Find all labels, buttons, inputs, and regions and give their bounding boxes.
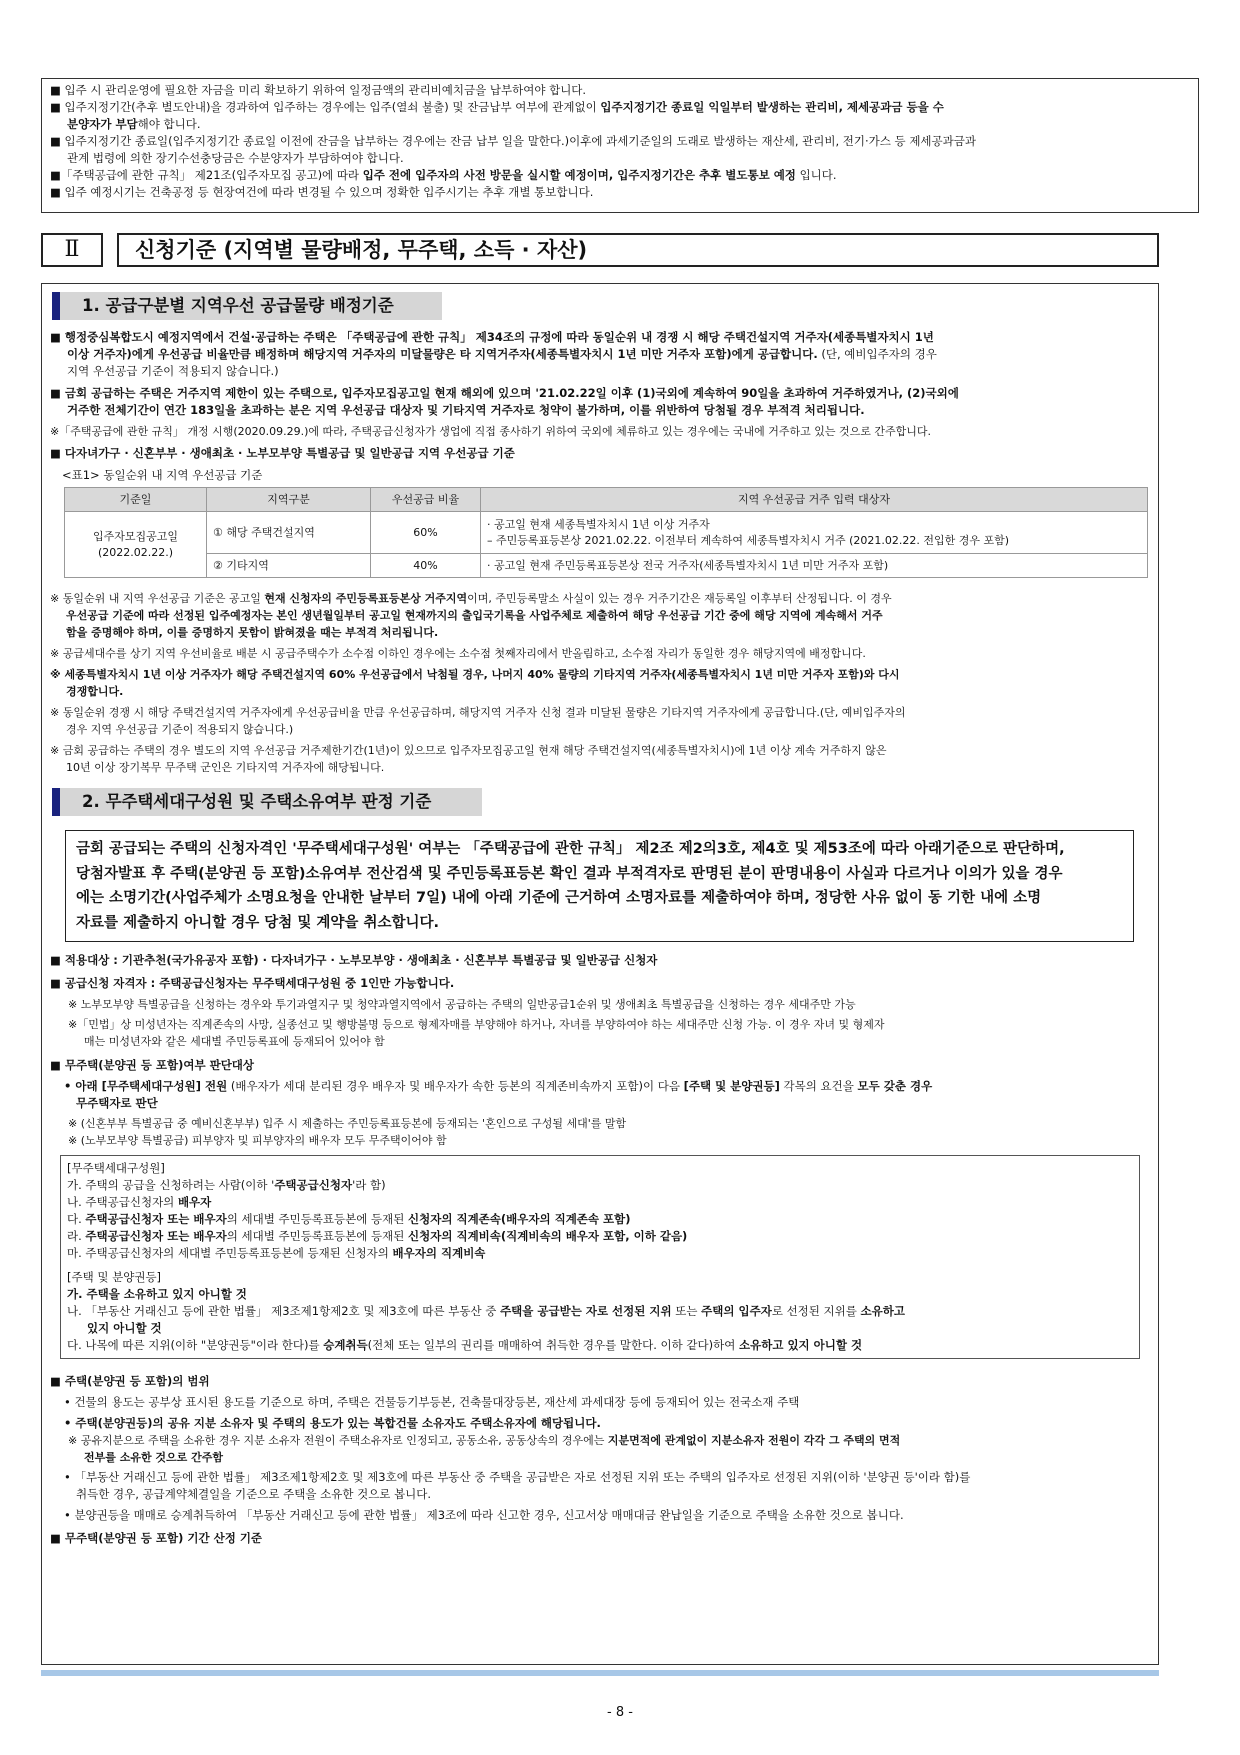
section-number: Ⅱ	[41, 233, 103, 267]
note-military: ※ 금회 공급하는 주택의 경우 별도의 지역 우선공급 거주제한기간(1년)이 있으므로 입주자모집공고일 현재 해당 주택건설지역(세종특별자치시)에 1년 이상 계속 거주하지 않은 10년 이상 장기복무 무주택 군인은 기타지역 거주자에 해당됩니다.	[50, 744, 887, 774]
table-header: 지역 우선공급 거주 입력 대상자	[481, 488, 1148, 512]
definition-box: [무주택세대구성원] 가. 주택의 공급을 신청하려는 사람(이하 '주택공급신청자'라 함) 나. 주택공급신청자의 배우자 다. 주택공급신청자 또는 배우자의 세대별 주민등록표등본에 등재된 신청자의 직계존속(배우자의 직계존속 포함) 라. 주택공급신청자 또는 배우자의 세대별 주민등록표등본에 등재된 신청자의 직계비속(직계비속의 배우자 포함, 이하 같음) 마. 주택공급신청자의 세대별 주민등록표등본에 등재된 신청자의 배우자의 직계비속 [주택 및 분양권등] 가. 주택을 소유하고 있지 아니할 것 나. 「부동산 거래신고 등에 관한 법률」 제3조제1항제2호 및 제3호에 따른 부동산 중 주택을 공급받는 자로 선정된 지위 또는 주택의 입주자로 선정된 지위를 소유하고 있지 아니할 것 다. 나목에 따른 지위(이하 "분양권등"이라 한다)를 승계취득(전체 또는 일부의 권리를 매매하여 취득한 경우를 말한다. 이하 같다)하여 소유하고 있지 아니할 것	[60, 1155, 1140, 1359]
table-header: 우선공급 비율	[371, 488, 481, 512]
section-title: 신청기준 (지역별 물량배정, 무주택, 소득 · 자산)	[117, 233, 1159, 267]
rule-special-supply: ■ 다자녀가구 · 신혼부부 · 생애최초 · 노부모부양 특별공급 및 일반공급 지역 우선공급 기준	[50, 446, 515, 460]
notice-line: ■ 입주지정기간 종료일(입주지정기간 종료일 이전에 잔금을 납부하는 경우에는 잔금 납부 일을 말한다.)이후에 과세기준일의 도래로 발생하는 재산세, 관리비, 전기·가스 등 제세공과금과	[50, 134, 976, 148]
rule-overseas-residence: ■ 금회 공급하는 주택은 거주지역 제한이 있는 주택으로, 입주자모집공고일 현재 해외에 있으며 '21.02.22일 이후 (1)국외에 계속하여 90일을 초과하여 거주하였거나, (2)국외에 거주한 전체기간이 연간 183일을 초과하는 분은 지역 우선공급 대상자 및 기타지역 거주자로 청약이 불가하며, 이를 위반하여 당첨될 경우 부적격 처리됩니다.	[50, 386, 959, 417]
housing-range: ■ 주택(분양권 등 포함)의 범위	[50, 1374, 210, 1388]
region-priority-table	[64, 487, 1148, 578]
table-header: 기준일	[65, 488, 207, 512]
note-elderly: ※ (노부모부양 특별공급) 피부양자 및 피부양자의 배우자 모두 무주택이어야 함	[68, 1134, 447, 1147]
note-minor: ※「민법」상 미성년자는 직계존속의 사망, 실종선고 및 행방불명 등으로 형제자매를 부양해야 하거나, 자녀를 부양하여야 하는 세대주만 신청 가능. 이 경우 자녀 및 형제자 매는 미성년자와 같은 세대별 주민등록표에 등재되어 있어야 함	[68, 1018, 885, 1048]
range-item: • 분양권등을 매매로 승계취득하여 「부동산 거래신고 등에 관한 법률」 제3조에 따라 신고한 경우, 신고서상 매매대금 완납일을 기준으로 주택을 소유한 것으로 봅니다.	[64, 1508, 904, 1522]
page-number: - 8 -	[607, 1705, 633, 1720]
notice-line: 관계 법령에 의한 장기수선충당금은 수분양자가 부담하여야 합니다.	[67, 151, 404, 165]
apply-target: ■ 적용대상 : 기관추천(국가유공자 포함) · 다자녀가구 · 노부모부양 · 생애최초 · 신혼부부 특별공급 및 일반공급 신청자	[50, 953, 658, 967]
note-residence-basis: ※ 동일순위 내 지역 우선공급 기준은 공고일 현재 신청자의 주민등록표등본상 거주지역이며, 주민등록말소 사실이 있는 경우 거주기간은 재등록일 이후부터 산정됩니다. 이 경우 우선공급 기준에 따라 선정된 입주예정자는 본인 생년월일부터 공고일 현재까지의 출입국기록을 사업주체로 제출하여 해당 우선공급 기간 중에 해당 지역에 계속해서 거주 함을 증명해야 하며, 이를 증명하지 못함이 밝혀졌을 때는 부적격 처리됩니다.	[50, 592, 892, 639]
notice-line: ■ 입주 예정시기는 건축공정 등 현장여건에 따라 변경될 수 있으며 정확한 입주시기는 추후 개별 통보합니다.	[50, 185, 594, 199]
note-shortfall: ※ 동일순위 경쟁 시 해당 주택건설지역 거주자에게 우선공급비율 만큼 우선공급하며, 해당지역 거주자 신청 결과 미달된 물량은 기타지역 거주자에게 공급합니다.(단, 예비입주자의 경우 지역 우선공급 기준이 적용되지 않습니다.)	[50, 706, 906, 736]
notice-box	[41, 78, 1199, 213]
table-cell: ① 해당 주택건설지역	[207, 512, 371, 554]
table-cell: ② 기타지역	[207, 554, 371, 578]
judgement-rule: • 아래 [무주택세대구성원] 전원 (배우자가 세대 분리된 경우 배우자 및 배우자가 속한 등본의 직계존비속까지 포함)이 다음 [주택 및 분양권등] 각목의 요건을 모두 갖춘 경우 무주택자로 판단	[64, 1079, 933, 1110]
table-cell: 40%	[371, 554, 481, 578]
note-householder: ※ 노부모부양 특별공급을 신청하는 경우와 투기과열지구 및 청약과열지역에서 공급하는 주택의 일반공급1순위 및 생애최초 특별공급을 신청하는 경우 세대주만 가능	[68, 998, 856, 1011]
table-header: 지역구분	[207, 488, 371, 512]
table-cell: 60%	[371, 512, 481, 554]
main-content	[41, 283, 1159, 1665]
table-cell-date: 입주자모집공고일 (2022.02.22.)	[65, 512, 207, 578]
note-overseas: ※「주택공급에 관한 규칙」 개정 시행(2020.09.29.)에 따라, 주택공급신청자가 생업에 직접 종사하기 위하여 국외에 체류하고 있는 경우에는 국내에 거주하고 있는 것으로 간주합니다.	[50, 425, 932, 438]
note-recompete: ※ 세종특별자치시 1년 이상 거주자가 해당 주택건설지역 60% 우선공급에서 낙첨될 경우, 나머지 40% 물량의 기타지역 거주자(세종특별자치시 1년 미만 거주자 포함)와 다시 경쟁합니다.	[50, 668, 900, 698]
qualified-applicant: ■ 공급신청 자격자 : 주택공급신청자는 무주택세대구성원 중 1인만 가능합니다.	[50, 976, 455, 990]
range-item: • 건물의 용도는 공부상 표시된 용도를 기준으로 하며, 주택은 건물등기부등본, 건축물대장등본, 재산세 과세대장 등에 등재되어 있는 전국소재 주택	[64, 1395, 800, 1409]
subsection-title-1: 1. 공급구분별 지역우선 공급물량 배정기준	[52, 292, 442, 320]
note-newlywed: ※ (신혼부부 특별공급 중 예비신혼부부) 입주 시 제출하는 주민등록표등본에 등재되는 '혼인으로 구성될 세대'를 말함	[68, 1117, 627, 1130]
rule-region-priority: ■ 행정중심복합도시 예정지역에서 건설·공급하는 주택은 「주택공급에 관한 규칙」 제34조의 규정에 따라 동일순위 내 경쟁 시 해당 주택건설지역 거주자(세종특별자치시 1년 이상 거주자)에게 우선공급 비율만큼 배정하며 해당지역 거주자의 미달물량은 타 지역거주자(세종특별자치시 1년 미만 거주자 포함)에게 공급합니다. (단, 예비입주자의 경우 지역 우선공급 기준이 적용되지 않습니다.)	[50, 330, 937, 378]
table-cell: · 공고일 현재 세종특별자치시 1년 이상 거주자 – 주민등록표등본상 2021.02.22. 이전부터 계속하여 세종특별자치시 거주 (2021.02.22. 전입한 경우 포함)	[481, 512, 1148, 554]
notice-line: 분양자가 부담해야 합니다.	[67, 117, 201, 131]
judgement-target: ■ 무주택(분양권 등 포함)여부 판단대상	[50, 1058, 255, 1072]
notice-line: ■「주택공급에 관한 규칙」 제21조(입주자모집 공고)에 따라 입주 전에 입주자의 사전 방문을 실시할 예정이며, 입주지정기간은 추후 별도통보 예정 입니다.	[50, 168, 837, 182]
section-header	[41, 233, 1159, 267]
subsection-title-2: 2. 무주택세대구성원 및 주택소유여부 판정 기준	[52, 788, 482, 816]
note-rounding: ※ 공급세대수를 상기 지역 우선비율로 배분 시 공급주택수가 소수점 이하인 경우에는 소수점 첫째자리에서 반올림하고, 소수점 자리가 동일한 경우 해당지역에 배정합니다.	[50, 647, 866, 660]
table-cell: · 공고일 현재 주민등록표등본상 전국 거주자(세종특별자치시 1년 미만 거주자 포함)	[481, 554, 1148, 578]
table-caption: <표1> 동일순위 내 지역 우선공급 기준	[62, 468, 263, 482]
range-item: • 주택(분양권등)의 공유 지분 소유자 및 주택의 용도가 있는 복합건물 소유자도 주택소유자에 해당됩니다.	[64, 1416, 601, 1430]
eligibility-warning-box: 금회 공급되는 주택의 신청자격인 '무주택세대구성원' 여부는 「주택공급에 관한 규칙」 제2조 제2의3호, 제4호 및 제53조에 따라 아래기준으로 판단하며, 당첨자발표 후 주택(분양권 등 포함)소유여부 전산검색 및 주민등록표등본 확인 결과 부적격자로 판명된 분이 판명내용이 사실과 다르거나 이의가 있을 경우 에는 소명기간(사업주체가 소명요청을 안내한 날부터 7일) 내에 아래 기준에 근거하여 소명자료를 제출하여야 하며, 정당한 사유 없이 동 기한 내에 소명 자료를 제출하지 아니할 경우 당첨 및 계약을 취소합니다.	[65, 830, 1134, 942]
notice-line: ■ 입주지정기간(추후 별도안내)을 경과하여 입주하는 경우에는 입주(열쇠 불출) 및 잔금납부 여부에 관계없이 입주지정기간 종료일 익일부터 발생하는 관리비, 제세공과금 등을 수	[50, 100, 944, 114]
range-item: • 「부동산 거래신고 등에 관한 법률」 제3조제1항제2호 및 제3호에 따른 부동산 중 주택을 공급받은 자로 선정된 지위 또는 주택의 입주자로 선정된 지위(이하 '분양권 등'이라 함)를 취득한 경우, 공급계약체결일을 기준으로 주택을 소유한 것으로 봅니다.	[64, 1470, 971, 1501]
footer-bar	[41, 1670, 1159, 1676]
range-note: ※ 공유지분으로 주택을 소유한 경우 지분 소유자 전원이 주택소유자로 인정되고, 공동소유, 공동상속의 경우에는 지분면적에 관계없이 지분소유자 전원이 각각 그 주택의 면적 전부를 소유한 것으로 간주함	[68, 1434, 901, 1464]
notice-line: ■ 입주 시 관리운영에 필요한 자금을 미리 확보하기 위하여 일정금액의 관리비예치금을 납부하여야 합니다.	[50, 83, 587, 97]
period-criteria: ■ 무주택(분양권 등 포함) 기간 산정 기준	[50, 1531, 263, 1545]
